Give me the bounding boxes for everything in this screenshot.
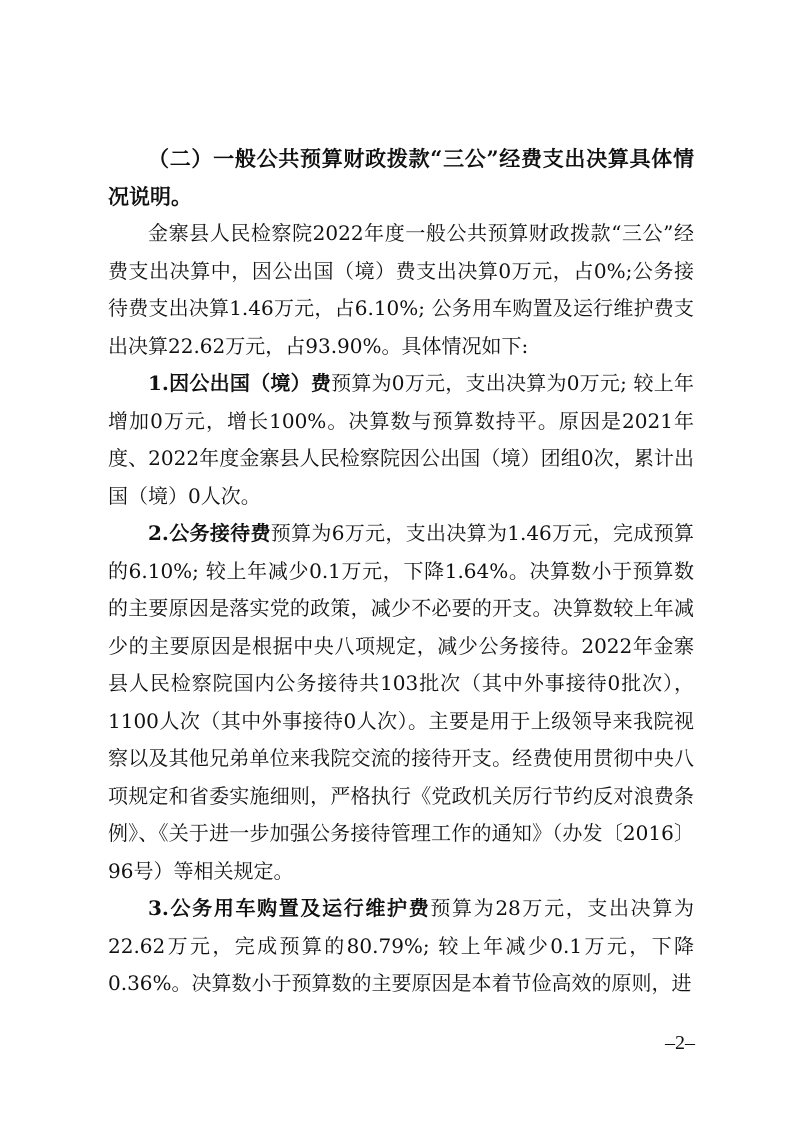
item-title: 2.公务接待费 (148, 521, 271, 545)
item-paragraph-official-vehicles (108, 890, 694, 1003)
item-paragraph-official-reception (108, 515, 694, 890)
item-body: 预算为28万元，支出决算为22.62万元，完成预算的80.79%; 较上年减少0.1万元，下降0.36%。决算数小于预算数的主要原因是本着节俭高效的原则，进 (108, 896, 694, 995)
item-body: 预算为0万元，支出决算为0万元; 较上年增加0万元，增长100%。决算数与预算数持平。原因是2021年度、2022年度金寨县人民检察院因公出国（境）团组0次，累计出国（境）0人次。 (108, 371, 694, 508)
intro-paragraph: 金寨县人民检察院2022年度一般公共预算财政拨款“三公”经费支出决算中，因公出国（境）费支出决算0万元，占0%;公务接待费支出决算1.46万元，占6.10%; 公务用车购置及运行维护费支出决算22.62万元，占93.90%。具体情况如下: (108, 221, 694, 358)
section-heading: （二）一般公共预算财政拨款“三公”经费支出决算具体情况说明。 (108, 146, 694, 209)
item-title: 3.公务用车购置及运行维护费 (148, 896, 431, 920)
item-body: 预算为6万元，支出决算为1.46万元，完成预算的6.10%; 较上年减少0.1万元，下降1.64%。决算数小于预算数的主要原因是落实党的政策，减少不必要的开支。决算数较上年减少的主要原因是根据中央八项规定，减少公务接待。2022年金寨县人民检察院国内公务接待共103批次（其中外事接待0批次），1100人次（其中外事接待0人次）。主要是用于上级领导来我院视察以及其他兄弟单位来我院交流的接待开支。经费使用贯彻中央八项规定和省委实施细则，严格执行《党政机关厉行节约反对浪费条例》、《关于进一步加强公务接待管理工作的通知》（办发〔2016〕96号）等相关规定。 (108, 521, 694, 883)
item-title: 1.因公出国（境）费 (148, 371, 332, 395)
page-number: –2– (665, 1032, 695, 1054)
item-paragraph-outbound-travel (108, 365, 694, 515)
